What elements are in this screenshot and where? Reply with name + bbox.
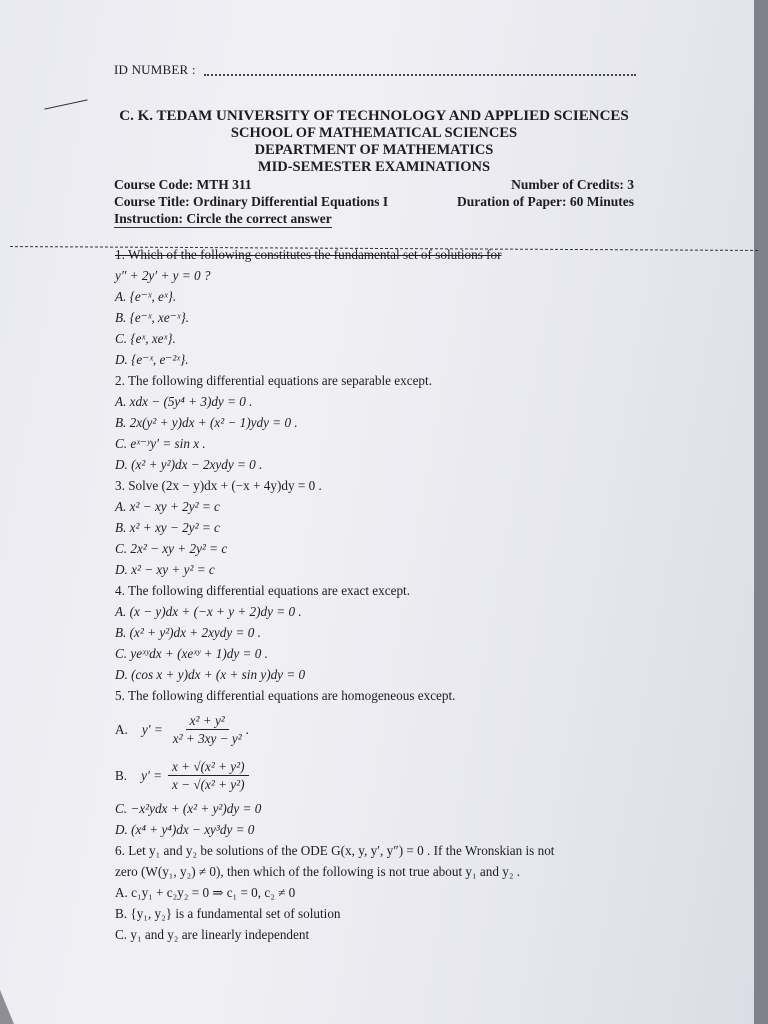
question-5-option-c[interactable]: C. −x²ydx + (x² + y²)dy = 0: [115, 801, 262, 816]
question-1-option-c[interactable]: C. {eˣ, xeˣ}.: [115, 331, 176, 346]
question-4-option-c[interactable]: C. yeˣʸdx + (xeˣʸ + 1)dy = 0 .: [115, 646, 268, 661]
question-4-option-b[interactable]: B. (x² + y²)dx + 2xydy = 0 .: [115, 625, 261, 640]
university-name: C. K. TEDAM UNIVERSITY OF TECHNOLOGY AND APPLIED SCIENCES: [119, 108, 629, 124]
question-3-option-b[interactable]: B. x² + xy − 2y² = c: [115, 520, 220, 535]
question-6-option-b[interactable]: B. {y₁, y₂} is a fundamental set of solution: [115, 906, 341, 921]
option-label: A.: [115, 721, 128, 737]
id-number-blank: [204, 74, 636, 76]
question-2-option-a[interactable]: A. xdx − (5y⁴ + 3)dy = 0 .: [115, 394, 253, 409]
question-6-option-c[interactable]: C. y₁ and y₂ are linearly independent: [115, 927, 310, 942]
question-6-option-a[interactable]: A. c₁y₁ + c₂y₂ = 0 ⇒ c₁ = 0, c₂ ≠ 0: [115, 885, 296, 900]
course-code-row: [114, 176, 634, 193]
question-4-option-d[interactable]: D. (cos x + y)dx + (x + sin y)dy = 0: [115, 667, 306, 682]
question-5-stem: 5. The following differential equations are homogeneous except.: [115, 688, 456, 703]
question-1-option-d[interactable]: D. {e⁻ˣ, e⁻²ˣ}.: [115, 352, 189, 367]
id-number-label: ID NUMBER :: [114, 62, 196, 77]
option-label: B.: [115, 767, 128, 783]
credits: Number of Credits: 3: [511, 177, 634, 192]
instruction: Instruction: Circle the correct answer: [114, 211, 332, 226]
fraction: [169, 712, 246, 747]
course-title-row: [114, 193, 634, 210]
fraction-numerator: x² + y²: [186, 712, 229, 730]
question-5-option-a[interactable]: [115, 706, 635, 752]
question-3-option-a[interactable]: A. x² − xy + 2y² = c: [115, 499, 220, 514]
question-4-option-a[interactable]: A. (x − y)dx + (−x + y + 2)dy = 0 .: [115, 604, 302, 619]
course-title: Course Title: Ordinary Differential Equations I: [114, 194, 389, 209]
question-1-option-a[interactable]: A. {e⁻ˣ, eˣ}.: [115, 289, 177, 304]
question-6-stem-cont: zero (W(y₁, y₂) ≠ 0), then which of the following is not true about y₁ and y₂ .: [115, 864, 521, 879]
question-5-option-d[interactable]: D. (x⁴ + y⁴)dx − xy³dy = 0: [115, 822, 255, 837]
question-3-stem: 3. Solve (2x − y)dx + (−x + 4y)dy = 0 .: [115, 478, 322, 493]
question-1-option-b[interactable]: B. {e⁻ˣ, xe⁻ˣ}.: [115, 310, 190, 325]
department-name: DEPARTMENT OF MATHEMATICS: [254, 142, 494, 158]
fraction-lhs: y′ =: [141, 767, 163, 783]
question-4-stem: 4. The following differential equations are exact except.: [115, 583, 411, 598]
exam-title: MID-SEMESTER EXAMINATIONS: [257, 159, 491, 175]
exam-header: [114, 108, 634, 228]
question-1-stem: 1. Which of the following constitutes the fundamental set of solutions for: [115, 247, 502, 262]
school-name: SCHOOL OF MATHEMATICAL SCIENCES: [230, 125, 518, 141]
fraction-numerator: x + √(x² + y²): [168, 758, 248, 776]
question-3-option-d[interactable]: D. x² − xy + y² = c: [115, 562, 215, 577]
background-edge: [754, 0, 768, 1024]
question-6-stem: 6. Let y₁ and y₂ be solutions of the ODE G(x, y, y′, y″) = 0 . If the Wronskian is not: [115, 843, 555, 858]
question-2-option-d[interactable]: D. (x² + y²)dx − 2xydy = 0 .: [115, 457, 263, 472]
course-code: Course Code: MTH 311: [114, 177, 252, 192]
fraction-denominator: x² + 3xy − y²: [172, 730, 242, 746]
question-2-option-b[interactable]: B. 2x(y² + y)dx + (x² − 1)ydy = 0 .: [115, 415, 298, 430]
fraction: [168, 758, 248, 793]
question-3-option-c[interactable]: C. 2x² − xy + 2y² = c: [115, 541, 228, 556]
question-2-stem: 2. The following differential equations are separable except.: [115, 373, 432, 388]
fraction-tail: .: [245, 721, 249, 737]
question-2-option-c[interactable]: C. eˣ⁻ʸy′ = sin x .: [115, 436, 206, 451]
fraction-denominator: x − √(x² + y²): [172, 776, 245, 792]
question-5-option-b[interactable]: [115, 752, 635, 798]
duration: Duration of Paper: 60 Minutes: [457, 194, 634, 209]
question-1-equation: y″ + 2y′ + y = 0 ?: [115, 268, 211, 283]
fraction-lhs: y′ =: [141, 721, 163, 737]
question-list: [115, 244, 635, 945]
